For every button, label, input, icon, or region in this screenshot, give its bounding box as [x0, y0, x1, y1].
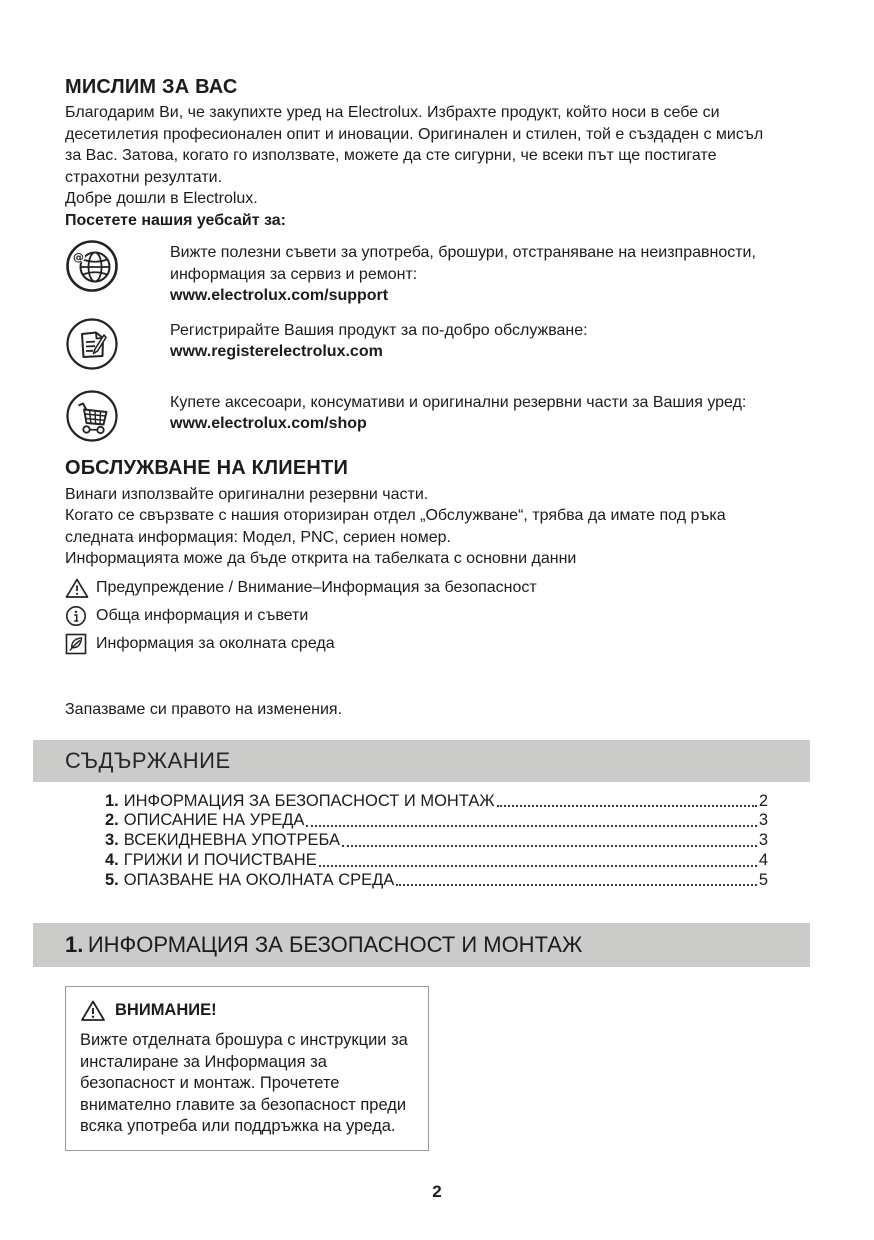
- toc-leader-dots: [342, 845, 757, 847]
- register-icon: [65, 316, 119, 372]
- contents-title: СЪДЪРЖАНИЕ: [65, 747, 231, 773]
- toc-item-1: [105, 792, 768, 812]
- legend-info-text: Обща информация и съвети: [96, 607, 309, 624]
- legend-row-warning: [65, 577, 810, 599]
- toc-item-number: 4.: [105, 850, 119, 869]
- info-icon: [65, 605, 89, 627]
- eco-leaf-icon: [65, 633, 89, 655]
- customer-care-section: [65, 457, 810, 570]
- section1-banner: [33, 923, 810, 967]
- link-shop-url: www.electrolux.com/shop: [170, 415, 367, 432]
- svg-text:@: @: [73, 250, 84, 264]
- warning-box-header: [80, 999, 414, 1022]
- legend-warning-text: Предупреждение / Внимание–Информация за безопасност: [96, 579, 537, 596]
- toc-item-title: ГРИЖИ И ПОЧИСТВАНЕ: [123, 850, 317, 869]
- warning-box-body: Вижте отделната брошура с инструкции за инсталиране за Информация за безопасност и монтаж. Прочетете внимателно главите за безопасност преди всяка употреба или поддръжка на уреда.: [80, 1031, 408, 1136]
- warning-box-title: ВНИМАНИЕ!: [115, 1001, 217, 1020]
- think-body: Благодарим Ви, че закупихте уред на Electrolux. Избрахте продукт, който носи в себе си десетилетия професионален опит и иновации. Оригинален и стилен, той е създаден с мисъл за Вас. Затова, когато го използвате, можете да сте сигурни, че всеки път ще постигате страхотни резултати.: [65, 104, 764, 186]
- care-line-1: Винаги използвайте оригинални резервни части.: [65, 485, 429, 503]
- link-support-url: www.electrolux.com/support: [170, 287, 389, 304]
- globe-icon: [65, 238, 119, 307]
- link-row-register: [65, 316, 810, 372]
- toc-item-5: [105, 871, 768, 891]
- table-of-contents: [105, 792, 768, 891]
- think-title: МИСЛИМ ЗА ВАС: [65, 76, 238, 98]
- toc-leader-dots: [396, 884, 756, 886]
- customer-care-title: ОБСЛУЖВАНЕ НА КЛИЕНТИ: [65, 456, 349, 479]
- contents-banner: [33, 740, 810, 782]
- link-support-text: Вижте полезни съвети за употреба, брошури, отстраняване на неизправности, информация за сервиз и ремонт:: [170, 244, 756, 283]
- link-shop-text: Купете аксесоари, консумативи и оригинални резервни части за Вашия уред:: [170, 393, 747, 411]
- toc-item-2: [105, 811, 768, 831]
- care-line-2: Когато се свързвате с нашия оторизиран отдел „Обслужване“, трябва да имате под ръка следната информация: Модел, PNC, сериен номер.: [65, 507, 726, 546]
- toc-item-4: [105, 851, 768, 871]
- toc-item-title: ВСЕКИДНЕВНА УПОТРЕБА: [123, 831, 340, 850]
- toc-leader-dots: [497, 805, 757, 807]
- link-register-text-block: [170, 316, 810, 372]
- toc-leader-dots: [319, 865, 757, 867]
- legend-row-info: [65, 605, 810, 627]
- link-shop-text-block: [170, 388, 810, 444]
- section1-title: ИНФОРМАЦИЯ ЗА БЕЗОПАСНОСТ И МОНТАЖ: [87, 932, 583, 958]
- toc-item-title: ОПИСАНИЕ НА УРЕДА: [123, 811, 305, 830]
- link-support-text-block: [170, 238, 810, 307]
- section1-number: 1.: [65, 932, 84, 958]
- warning-box: [65, 986, 429, 1151]
- welcome-line: Добре дошли в Electrolux.: [65, 190, 258, 207]
- care-line-3: Информацията може да бъде открита на табелката с основни данни: [65, 550, 577, 567]
- toc-item-page: 5: [758, 870, 768, 889]
- legend-eco-text: Информация за околната среда: [96, 635, 335, 652]
- link-register-url: www.registerelectrolux.com: [170, 343, 383, 360]
- warning-triangle-icon: [65, 577, 89, 599]
- toc-leader-dots: [306, 825, 756, 827]
- symbol-legend: [65, 577, 810, 655]
- toc-item-page: 3: [758, 811, 768, 830]
- visit-website-line: Посетете нашия уебсайт за:: [65, 211, 286, 229]
- toc-item-number: 5.: [105, 870, 119, 889]
- legend-row-eco: [65, 633, 810, 655]
- warning-triangle-icon: [80, 999, 106, 1022]
- link-row-shop: [65, 388, 810, 444]
- toc-item-number: 3.: [105, 831, 119, 850]
- link-register-text: Регистрирайте Вашия продукт за по-добро обслужване:: [170, 321, 588, 339]
- toc-item-title: ИНФОРМАЦИЯ ЗА БЕЗОПАСНОСТ И МОНТАЖ: [123, 791, 495, 810]
- website-links: [65, 238, 810, 444]
- page-number: 2: [432, 1182, 442, 1201]
- rights-note: Запазваме си правото на изменения.: [65, 700, 343, 718]
- toc-item-number: 1.: [105, 791, 119, 810]
- toc-item-number: 2.: [105, 811, 119, 830]
- toc-item-page: 3: [758, 831, 768, 850]
- cart-icon: [65, 388, 119, 444]
- toc-item-3: [105, 831, 768, 851]
- toc-item-page: 2: [758, 791, 768, 810]
- toc-item-page: 4: [758, 850, 768, 869]
- toc-item-title: ОПАЗВАНЕ НА ОКОЛНАТА СРЕДА: [123, 870, 395, 889]
- link-row-support: [65, 238, 810, 307]
